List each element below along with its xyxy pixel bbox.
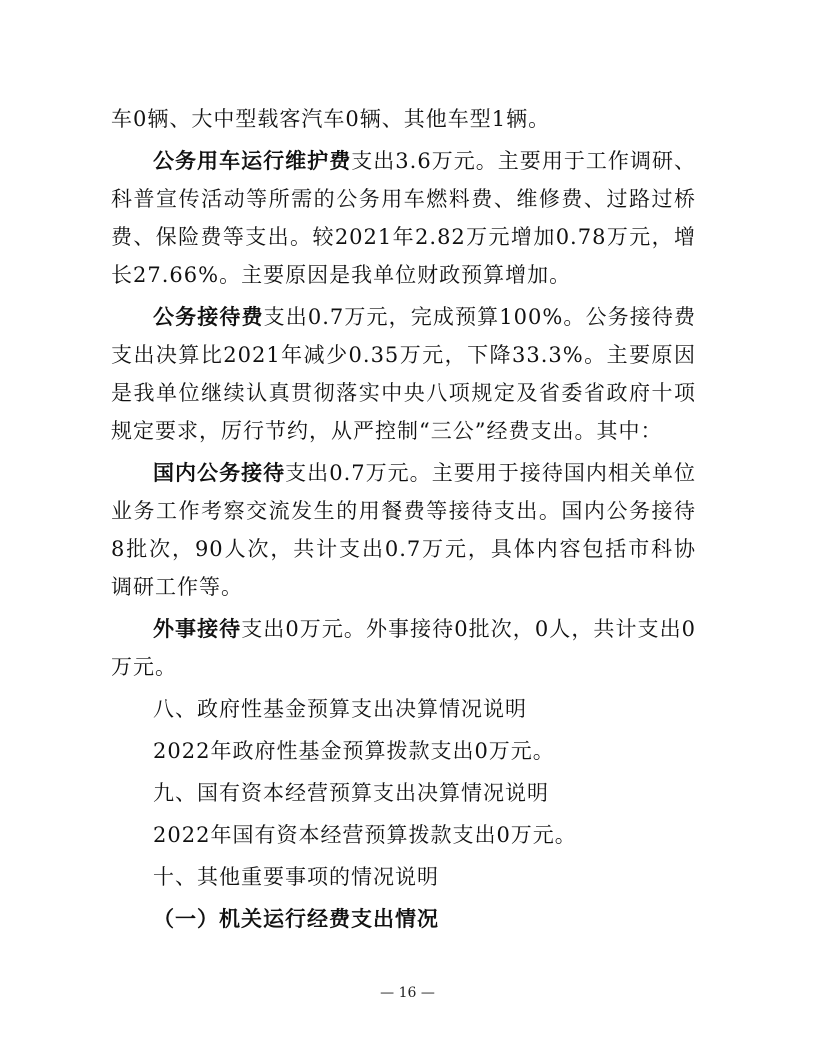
term-foreign-reception: 外事接待 xyxy=(153,617,242,641)
heading-section-8: 八、政府性基金预算支出决算情况说明 xyxy=(153,697,527,721)
text-section-9: 2022年国有资本经营预算拨款支出0万元。 xyxy=(153,823,577,847)
text-foreign-reception: 支出0万元。外事接待0批次，0人，共计支出0万元。 xyxy=(111,617,696,679)
text-reception-fee: 支出0.7万元，完成预算100%。公务接待费支出决算比2021年减少0.35万元，下降33.3%。主要原因是我单位继续认真贯彻落实中央八项规定及省委省政府十项规定要求，厉行节约，从严控制“三公”经费支出。其中： xyxy=(111,305,697,443)
heading-section-10: 十、其他重要事项的情况说明 xyxy=(153,865,439,889)
page-number: — 16 — xyxy=(380,985,435,1001)
paragraph-vehicle-maintenance xyxy=(111,142,696,294)
paragraph-foreign-reception xyxy=(111,610,696,686)
document-body xyxy=(111,100,696,938)
text-vehicle-maintenance: 支出3.6万元。主要用于工作调研、科普宣传活动等所需的公务用车燃料费、维修费、过路过桥费、保险费等支出。较2021年2.82万元增加0.78万元，增长27.66%。主要原因是我单位财政预算增加。 xyxy=(111,149,696,287)
heading-section-9: 九、国有资本经营预算支出决算情况说明 xyxy=(153,781,549,805)
paragraph-reception-fee xyxy=(111,298,696,450)
term-vehicle-maintenance: 公务用车运行维护费 xyxy=(153,149,352,173)
paragraph-domestic-reception xyxy=(111,454,696,606)
term-domestic-reception: 国内公务接待 xyxy=(153,461,286,485)
term-reception-fee: 公务接待费 xyxy=(153,305,264,329)
subheading-operating-expenses: （一）机关运行经费支出情况 xyxy=(153,907,439,931)
text-domestic-reception: 支出0.7万元。主要用于接待国内相关单位业务工作考察交流发生的用餐费等接待支出。国内公务接待8批次，90人次，共计支出0.7万元，具体内容包括市科协调研工作等。 xyxy=(111,461,696,599)
paragraph-vehicle-count: 车0辆、大中型载客汽车0辆、其他车型1辆。 xyxy=(111,107,551,131)
text-section-8: 2022年政府性基金预算拨款支出0万元。 xyxy=(153,739,555,763)
